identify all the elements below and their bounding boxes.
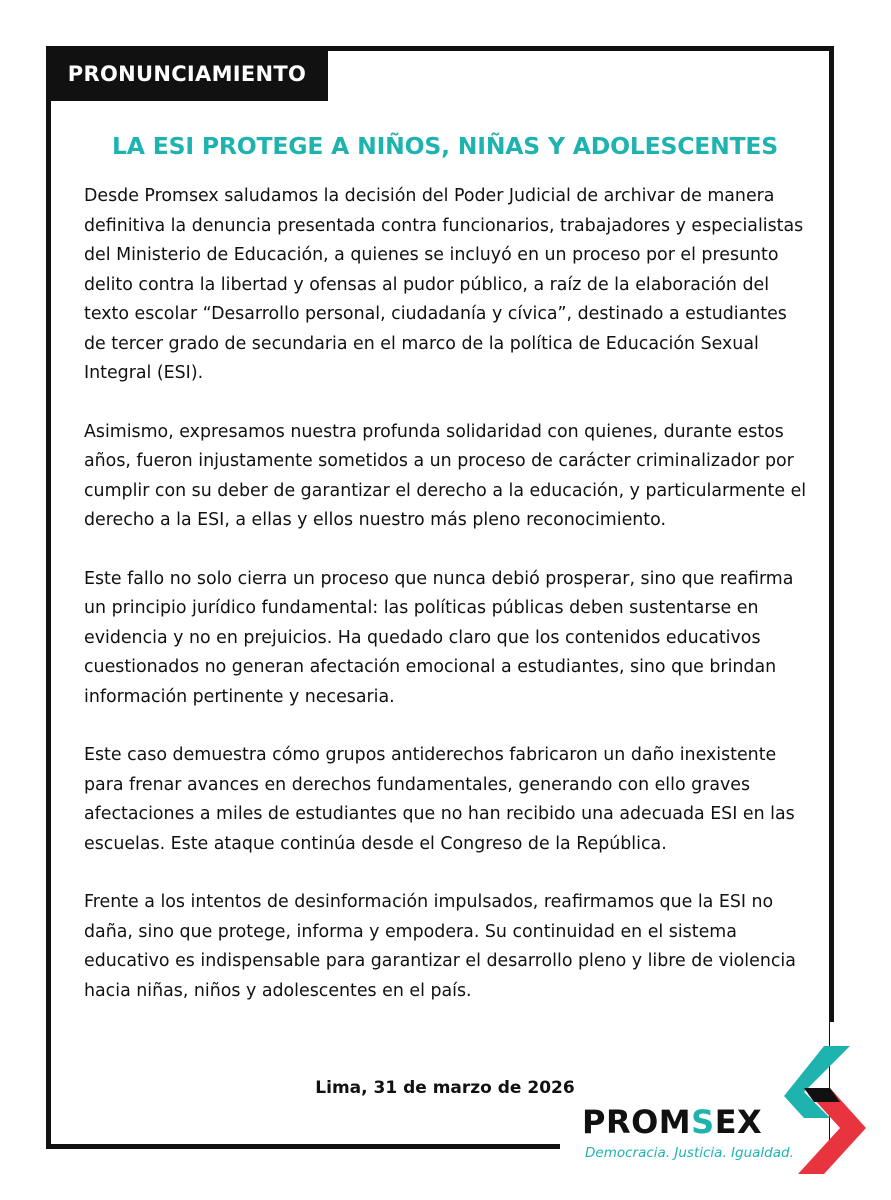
wordmark-suffix: EX [714,1103,763,1141]
paragraph-2: Asimismo, expresamos nuestra profunda solidaridad con quienes, durante estos años, fueron injustamente sometidos a un proceso de carácter criminalizador por cumplir con su deber de garantizar el derecho a la educación, y particularmente el derecho a la ESI, a ellas y ellos nuestro más pleno reconocimiento. [84,421,807,530]
paragraph-1: Desde Promsex saludamos la decisión del Poder Judicial de archivar de manera definitiva la denuncia presentada contra funcionarios, trabajadores y especialistas del Ministerio de Educación, a quienes se incluyó en un proceso por el presunto delito contra la libertad y ofensas al pudor público, a raíz de la elaboración del texto escolar “Desarrollo personal, ciudadanía y cívica”, destinado a estudiantes de tercer grado de secundaria en el marco de la política de Educación Sexual Integral (ESI). [84,186,804,383]
paragraph-3: Este fallo no solo cierra un proceso que nunca debió prosperar, sino que reafirma un principio jurídico fundamental: las políticas públicas deben sustentarse en evidencia y no en prejuicios. Ha quedado claro que los contenidos educativos cuestionados no generan afectación emocional a estudiantes, sino que brindan información pertinente y necesaria. [84,568,794,707]
pronouncement-tag: PRONUNCIAMIENTO [46,46,328,101]
paragraph-5: Frente a los intentos de desinformación impulsados, reafirmamos que la ESI no daña, sino que protege, informa y empodera. Su continuidad en el sistema educativo es indispensable para garantizar el desarrollo pleno y libre de violencia hacia niñas, niños y adolescentes en el país. [84,892,796,1001]
promsex-wordmark [582,1103,762,1141]
promsex-logo-mark-icon [784,1046,866,1174]
statement-body [84,182,810,1035]
date-line: Lima, 31 de marzo de 2026 [315,1078,575,1098]
headline: LA ESI PROTEGE A NIÑOS, NIÑAS Y ADOLESCENTES [112,132,778,160]
paragraph-4: Este caso demuestra cómo grupos antiderechos fabricaron un daño inexistente para frenar avances en derechos fundamentales, generando con ello graves afectaciones a miles de estudiantes que no han recibido una adecuada ESI en las escuelas. Este ataque continúa desde el Congreso de la República. [84,745,795,854]
wordmark-prefix: PROM [582,1103,692,1141]
wordmark-accent: S [691,1103,715,1141]
promsex-slogan: Democracia. Justicia. Igualdad. [585,1145,794,1161]
